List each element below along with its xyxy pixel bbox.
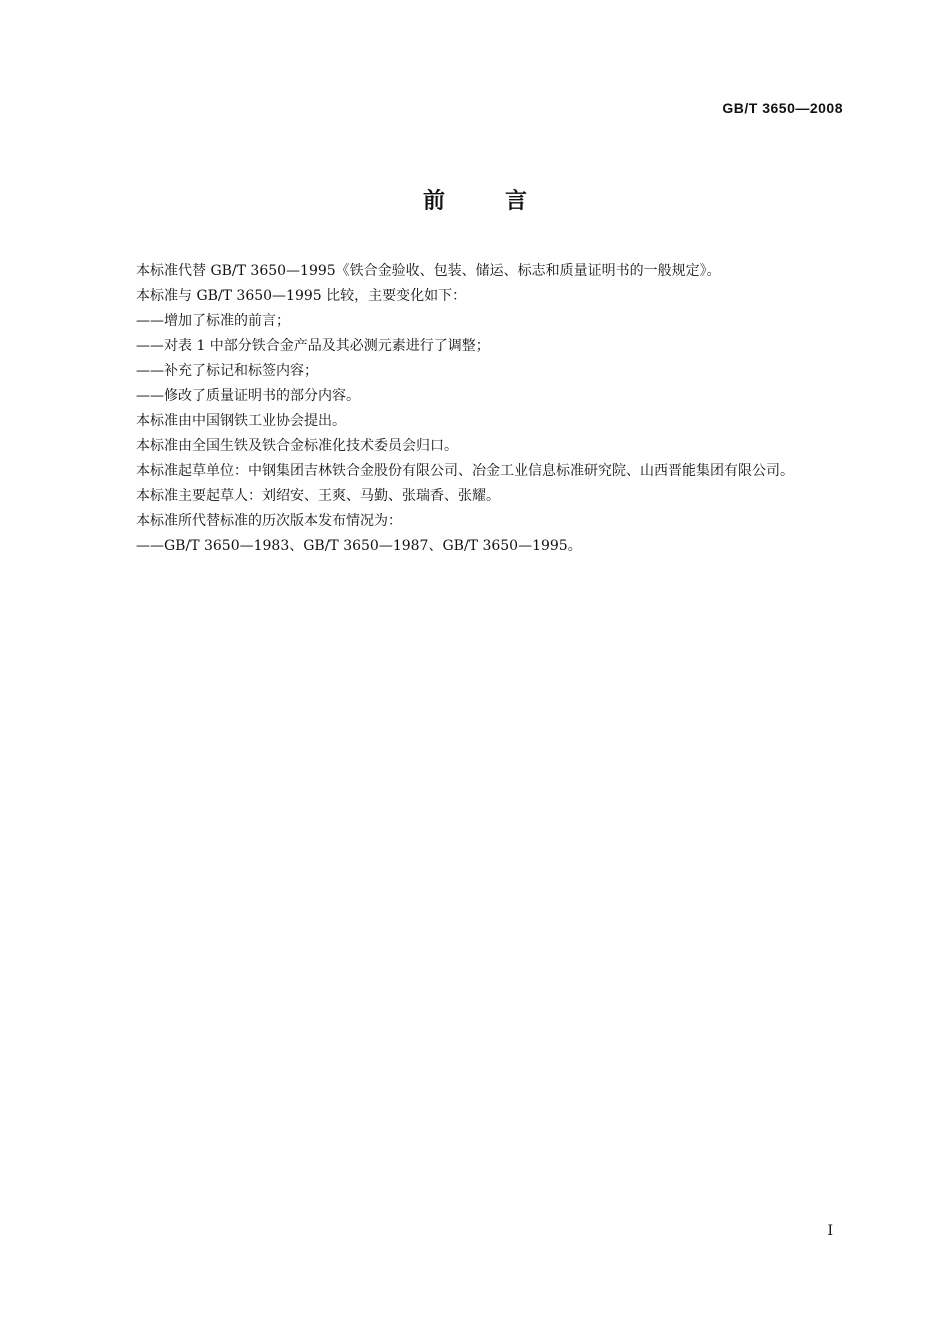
list-item: ——增加了标准的前言； [136,313,290,329]
list-item: ——GB/T 3650—1983、GB/T 3650—1987、GB/T 3650—1995。 [136,538,582,554]
title-char-2: 言 [505,189,528,214]
paragraph-proposer: 本标准由中国钢铁工业协会提出。 [136,413,346,429]
list-item: ——对表 1 中部分铁合金产品及其必测元素进行了调整； [136,338,490,354]
paragraph-changes-intro: 本标准与 GB/T 3650—1995 比较，主要变化如下： [136,288,467,304]
paragraph-history-intro: 本标准所代替标准的历次版本发布情况为： [136,513,402,529]
list-item: ——补充了标记和标签内容； [136,363,318,379]
list-item: ——修改了质量证明书的部分内容。 [136,388,360,404]
title-char-1: 前 [422,189,445,214]
paragraph-drafters: 本标准主要起草人：刘绍安、王爽、马勤、张瑞香、张耀。 [136,488,500,504]
page-number: I [827,1223,833,1239]
paragraph-replaces: 本标准代替 GB/T 3650—1995《铁合金验收、包装、储运、标志和质量证明书的一般规定》。 [136,263,721,279]
standard-number: GB/T 3650—2008 [722,100,843,116]
page-title [0,184,950,215]
paragraph-committee: 本标准由全国生铁及铁合金标准化技术委员会归口。 [136,438,458,454]
paragraph-drafting-units: 本标准起草单位：中钢集团吉林铁合金股份有限公司、冶金工业信息标准研究院、山西晋能集团有限公司。 [136,463,794,479]
foreword-body [108,259,843,559]
